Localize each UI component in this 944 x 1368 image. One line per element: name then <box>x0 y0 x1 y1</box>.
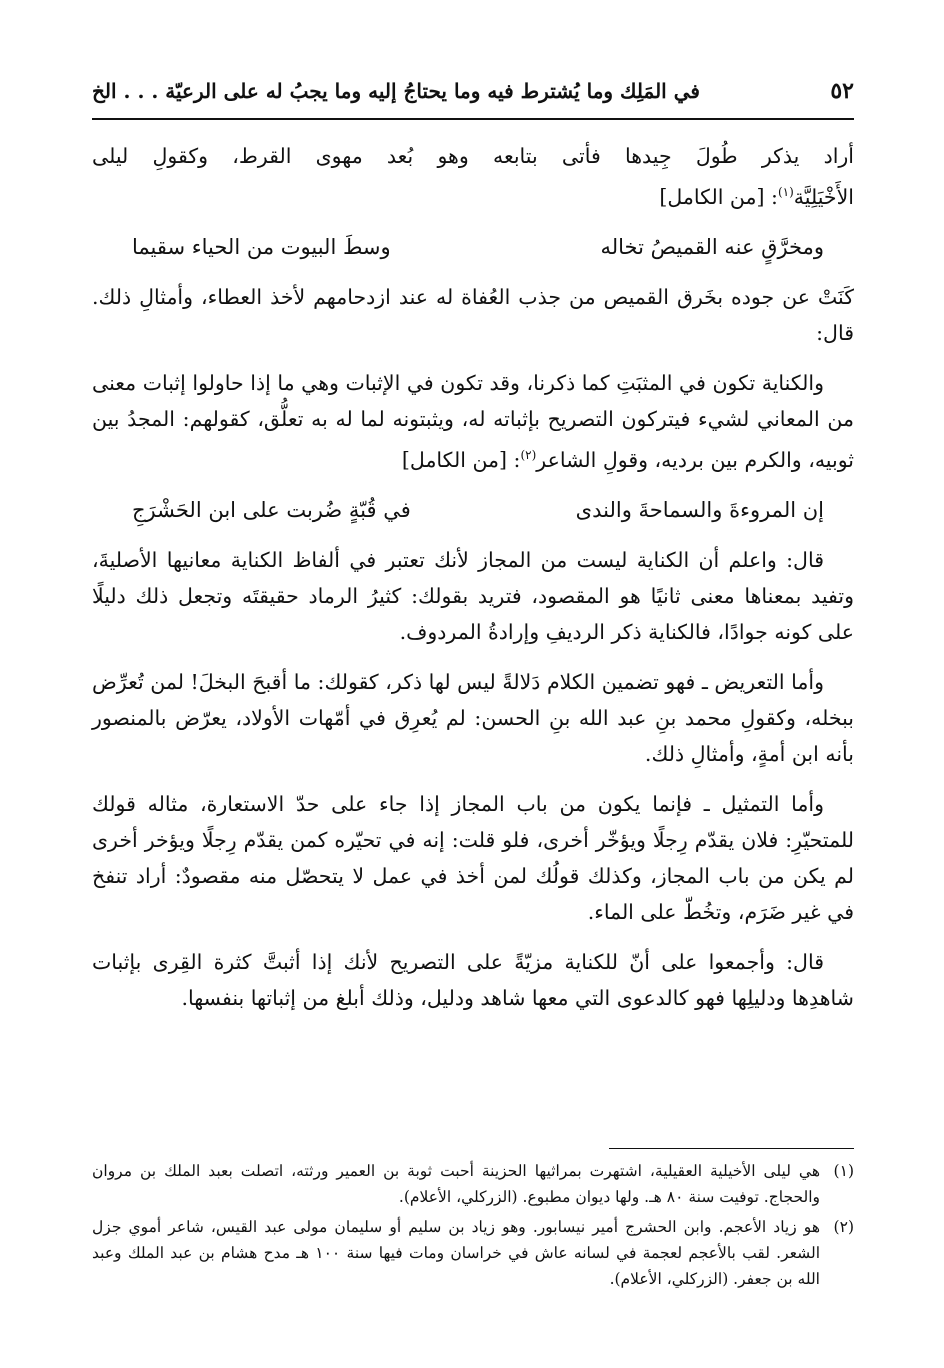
footnote <box>92 1158 854 1210</box>
footnote-number: (٢) <box>833 1218 854 1236</box>
main-text <box>92 138 854 1030</box>
footnotes <box>92 1158 854 1296</box>
paragraph <box>92 365 854 478</box>
paragraph-text: أراد يذكر طُولَ جِيدها فأتى بتابعه وهو بُعد مهوى القرط، وكقولِ ليلى الأَخْيَلِيَّة <box>92 144 854 209</box>
verse-first-hemistich: إن المروءةَ والسماحةَ والندى <box>575 497 824 522</box>
footnote-divider <box>609 1148 854 1149</box>
running-header <box>92 78 854 104</box>
verse-first-hemistich: ومخرَّقٍ عنه القميصُ تخاله <box>600 234 824 259</box>
paragraph: كَنَتْ عن جوده بخَرق القميص من جذب العُفاة له عند ازدحامهم لأخذ العطاء، وأمثالِ ذلك. قال: <box>92 284 854 345</box>
meter-note: : [من الكامل] <box>659 184 778 209</box>
footnote-ref: (١) <box>777 185 794 199</box>
meter-note: : [من الكامل] <box>401 447 521 472</box>
paragraph <box>92 138 854 215</box>
paragraph: قال: واعلم أن الكناية ليست من المجاز لأنك تعتبر في ألفاظ الكناية معانيها الأصليةَ، وتفيد بمعناها معنى ثانيًا هو المقصود، فتريد بقولك: كثيرُ الرماد حقيقتَه وتجعل ذلك دليلًا على كونه جوادًا، فالكناية ذكر الرديفِ وإرادةُ المردوف. <box>92 547 854 644</box>
page-number: ٥٢ <box>830 78 854 104</box>
verse-line <box>92 229 854 265</box>
chapter-title: في المَلِك وما يُشترط فيه وما يحتاجُ إليه وما يجبُ له على الرعيّة . . . الخ <box>92 79 700 103</box>
paragraph: وأما التعريض ـ فهو تضمين الكلام دَلالةً ليس لها ذكر، كقولك: ما أقبحَ البخلَ! لمن تُعرِّض ببخله، وكقولِ محمد بنِ عبد الله بنِ الحسن: لم يُعرِق في أمّهات الأولاد، يعرّض بالمنصور بأنه ابن أمةٍ، وأمثالِ ذلك. <box>92 669 854 766</box>
verse-second-hemistich: وسطَ البيوت من الحياء سقيما <box>132 234 391 259</box>
footnote-ref: (٢) <box>520 447 537 462</box>
paragraph: قال: وأجمعوا على أنّ للكناية مزيّةً على التصريح لأنك إذا أثبتَّ كثرة القِرى بإثبات شاهدِها ودليلِها فهو كالدعوى التي معها شاهد ودليل، وذلك أبلغ من إثباتها بنفسها. <box>92 949 854 1010</box>
footnote <box>92 1214 854 1292</box>
footnote-text: هي ليلى الأخيلية العقيلية، اشتهرت بمراثيها الحزينة أحبت ثوبة بن العمير ورثته، اتصلت بعبد الملك بن مروان والحجاج. توفيت سنة ٨٠ هـ. ولها ديوان مطبوع. (الزركلي، الأعلام). <box>92 1162 820 1206</box>
paragraph: وأما التمثيل ـ فإنما يكون من باب المجاز إذا جاء على حدّ الاستعارة، مثاله قولك للمتحيّرِ: فلان يقدّم رِجلًا ويؤخّر أخرى، فلو قلت: إنه في تحيّره كمن يقدّم رِجلًا ويؤخر أخرى لم يكن من باب المجاز، وكذلك قولُك لمن أخذ في عمل لا يتحصّل منه مقصودٌ: أراد تنفخ في غير ضَرَم، وتخُطّ على الماء. <box>92 791 854 924</box>
footnote-number: (١) <box>833 1162 854 1180</box>
paragraph-text: والكناية تكون في المثبَتِ كما ذكرنا، وقد تكون في الإثبات وهي ما إذا حاولوا إثبات معنى من المعاني لشيء فيتركون التصريح بإثباته له، ويثبتونه لما له به تعلُّق، كقولهم: المجدُ بين ثوبيه، والكرم بين برديه، وقولِ الشاعر <box>92 370 854 472</box>
verse-line <box>92 492 854 528</box>
footnote-text: هو زياد الأعجم. وابن الحشرج أمير نيسابور. وهو زياد بن سليم أو سليمان مولى عبد القيس، شاعر أموي جزل الشعر. لقب بالأعجم لعجمة في لسانه عاش في خراسان ومات فيها سنة ١٠٠ هـ مدح هشام بن عبد الملك وعبد الله بن جعفر. (الزركلي، الأعلام). <box>92 1218 820 1288</box>
verse-second-hemistich: في قُبّةٍ ضُربت على ابن الحَشْرَجِ <box>132 497 411 522</box>
header-divider <box>92 118 854 120</box>
